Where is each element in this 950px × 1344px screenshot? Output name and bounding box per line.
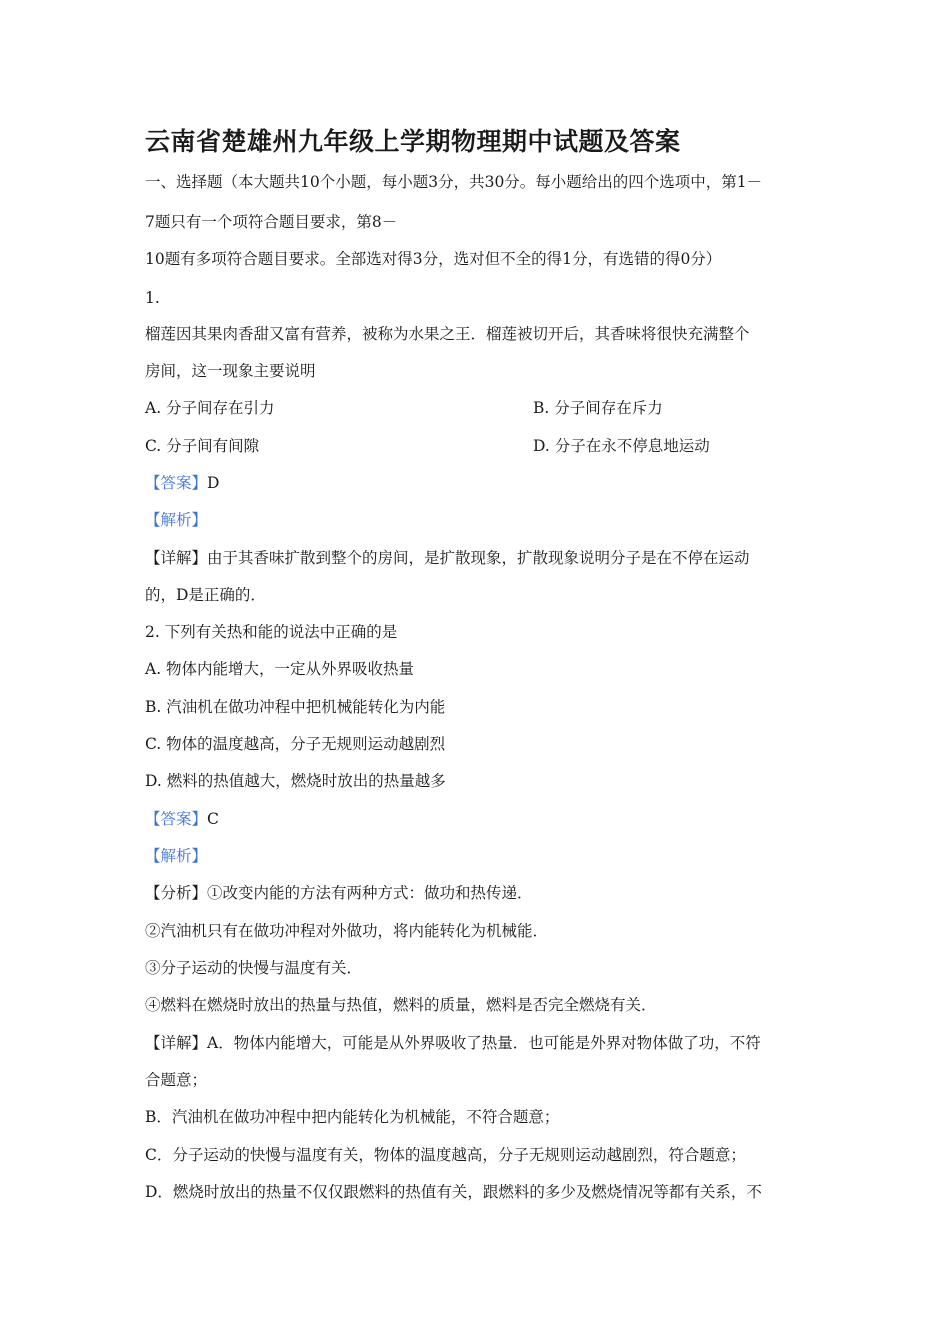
question-1-option-a: A. 分子间存在引力 <box>145 399 275 417</box>
question-2-option-d: D. 燃料的热值越大，燃烧时放出的热量越多 <box>145 772 446 790</box>
question-2-analysis-line-2: ②汽油机只有在做功冲程对外做功，将内能转化为机械能． <box>145 922 549 940</box>
analysis-tag: 【解析】 <box>145 847 208 865</box>
question-2-analysis-line-4: ④燃料在燃烧时放出的热量与热值，燃料的质量，燃料是否完全燃烧有关． <box>145 996 657 1014</box>
question-1-option-c: C. 分子间有间隙 <box>145 437 260 455</box>
question-2-detail-line-2: 合题意； <box>145 1071 208 1089</box>
question-2-detail-line-3: B．汽油机在做功冲程中把内能转化为机械能，不符合题意； <box>145 1108 560 1126</box>
question-2-detail-line-5: D．燃烧时放出的热量不仅仅跟燃料的热值有关，跟燃料的多少及燃烧情况等都有关系，不 <box>145 1183 762 1201</box>
question-1-detail-line-1: 【详解】由于其香味扩散到整个的房间，是扩散现象，扩散现象说明分子是在不停在运动 <box>145 549 750 567</box>
question-2-answer <box>145 809 219 829</box>
answer-tag: 【答案】 <box>145 474 208 492</box>
question-2-analysis-line-1: 【分析】①改变内能的方法有两种方式：做功和热传递． <box>145 884 533 902</box>
question-1-number: 1. <box>145 289 160 307</box>
question-1-option-d: D. 分子在永不停息地运动 <box>533 437 710 455</box>
question-1-stem-line-1: 榴莲因其果肉香甜又富有营养，被称为水果之王．榴莲被切开后，其香味将很快充满整个 <box>145 325 750 343</box>
section-instructions-line-1: 一、选择题（本大题共10个小题，每小题3分，共30分。每小题给出的四个选项中，第1－ <box>145 173 763 191</box>
question-2-detail-line-4: C．分子运动的快慢与温度有关，物体的温度越高，分子无规则运动越剧烈，符合题意； <box>145 1146 746 1164</box>
answer-value: C <box>207 810 219 828</box>
question-1-answer <box>145 473 219 493</box>
question-1-analysis-tag <box>145 510 207 530</box>
document-title: 云南省楚雄州九年级上学期物理期中试题及答案 <box>145 127 681 156</box>
question-1-option-b: B. 分子间存在斥力 <box>533 399 663 417</box>
question-1-detail-line-2: 的，D是正确的． <box>145 586 266 604</box>
answer-tag: 【答案】 <box>145 810 208 828</box>
question-2-option-a: A. 物体内能增大，一定从外界吸收热量 <box>145 660 415 678</box>
answer-value: D <box>207 474 220 492</box>
question-2-analysis-line-3: ③分子运动的快慢与温度有关． <box>145 959 363 977</box>
question-2-stem: 2. 下列有关热和能的说法中正确的是 <box>145 623 398 641</box>
question-2-analysis-tag <box>145 846 207 866</box>
question-2-option-c: C. 物体的温度越高，分子无规则运动越剧烈 <box>145 735 446 753</box>
question-2-option-b: B. 汽油机在做功冲程中把机械能转化为内能 <box>145 698 446 716</box>
section-instructions-line-2: 7题只有一个项符合题目要求，第8－ <box>145 213 398 231</box>
question-1-stem-line-2: 房间，这一现象主要说明 <box>145 362 316 380</box>
analysis-tag: 【解析】 <box>145 511 208 529</box>
question-2-detail-line-1: 【详解】A．物体内能增大，可能是从外界吸收了热量．也可能是外界对物体做了功，不符 <box>145 1034 761 1052</box>
section-instructions-line-3: 10题有多项符合题目要求。全部选对得3分，选对但不全的得1分，有选错的得0分） <box>145 250 722 268</box>
